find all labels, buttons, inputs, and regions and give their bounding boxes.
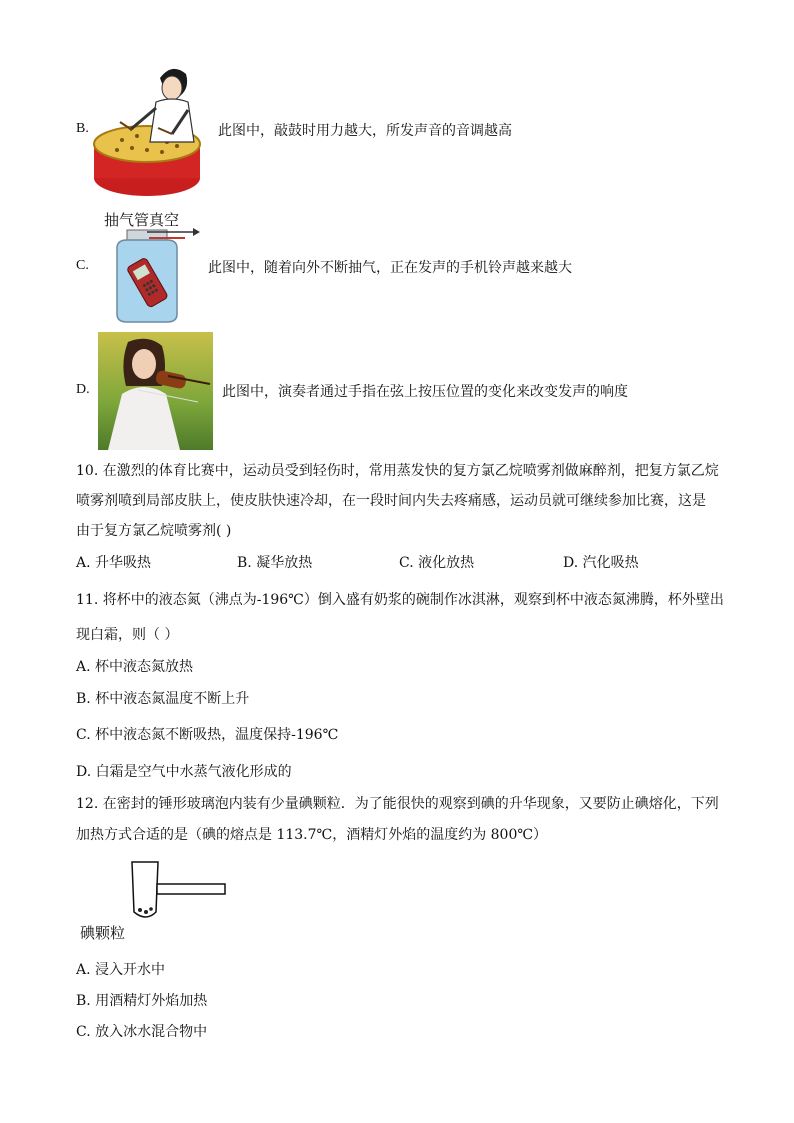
q10-option-b: B. 凝华放热: [237, 555, 313, 571]
q10-option-d: D. 汽化吸热: [563, 555, 639, 571]
q11-line-1: 11. 将杯中的液态氮（沸点为-196℃）倒入盛有奶浆的碗制作冰淇淋，观察到杯中液态氮沸腾，杯外壁出: [76, 592, 724, 608]
option-c-letter: C.: [76, 258, 89, 273]
iodine-caption: 碘颗粒: [80, 924, 126, 942]
option-b-text: 此图中，敲鼓时用力越大，所发声音的音调越高: [218, 123, 512, 139]
q11-line-2: 现白霜，则（ ）: [76, 627, 179, 643]
option-b-letter: B.: [76, 121, 89, 136]
q10-line-2: 喷雾剂喷到局部皮肤上，使皮肤快速冷却，在一段时间内失去疼痛感，运动员就可继续参加比赛，这是: [76, 493, 706, 509]
violinist-photo: [98, 332, 213, 450]
q10-option-a: A. 升华吸热: [76, 555, 152, 571]
q12-line-2: 加热方式合适的是（碘的熔点是 113.7℃，酒精灯外焰的温度约为 800℃）: [76, 827, 548, 843]
drum-player-image: [92, 60, 210, 200]
iodine-bulb-diagram: [120, 860, 230, 922]
q12-option-c: C. 放入冰水混合物中: [76, 1024, 208, 1040]
vacuum-jar-image: [105, 226, 200, 324]
q10-line-3: 由于复方氯乙烷喷雾剂( ): [76, 523, 232, 539]
q11-option-b: B. 杯中液态氮温度不断上升: [76, 691, 250, 707]
q12-line-1: 12. 在密封的锤形玻璃泡内装有少量碘颗粒．为了能很快的观察到碘的升华现象，又要防止碘熔化，下列: [76, 796, 719, 812]
option-d-letter: D.: [76, 382, 90, 397]
q11-option-c: C. 杯中液态氮不断吸热，温度保持-196℃: [76, 727, 339, 743]
q11-option-a: A. 杯中液态氮放热: [76, 659, 194, 675]
option-d-text: 此图中，演奏者通过手指在弦上按压位置的变化来改变发声的响度: [222, 384, 628, 400]
q11-option-d: D. 白霜是空气中水蒸气液化形成的: [76, 764, 292, 780]
option-c-text: 此图中，随着向外不断抽气，正在发声的手机铃声越来越大: [208, 260, 572, 276]
q12-option-a: A. 浸入开水中: [76, 962, 166, 978]
q10-line-1: 10. 在激烈的体育比赛中，运动员受到轻伤时，常用蒸发快的复方氯乙烷喷雾剂做麻醉剂，把复方氯乙烷: [76, 463, 719, 479]
q12-option-b: B. 用酒精灯外焰加热: [76, 993, 208, 1009]
option-c-caption: 抽气管真空: [104, 211, 180, 229]
q10-option-c: C. 液化放热: [399, 555, 475, 571]
